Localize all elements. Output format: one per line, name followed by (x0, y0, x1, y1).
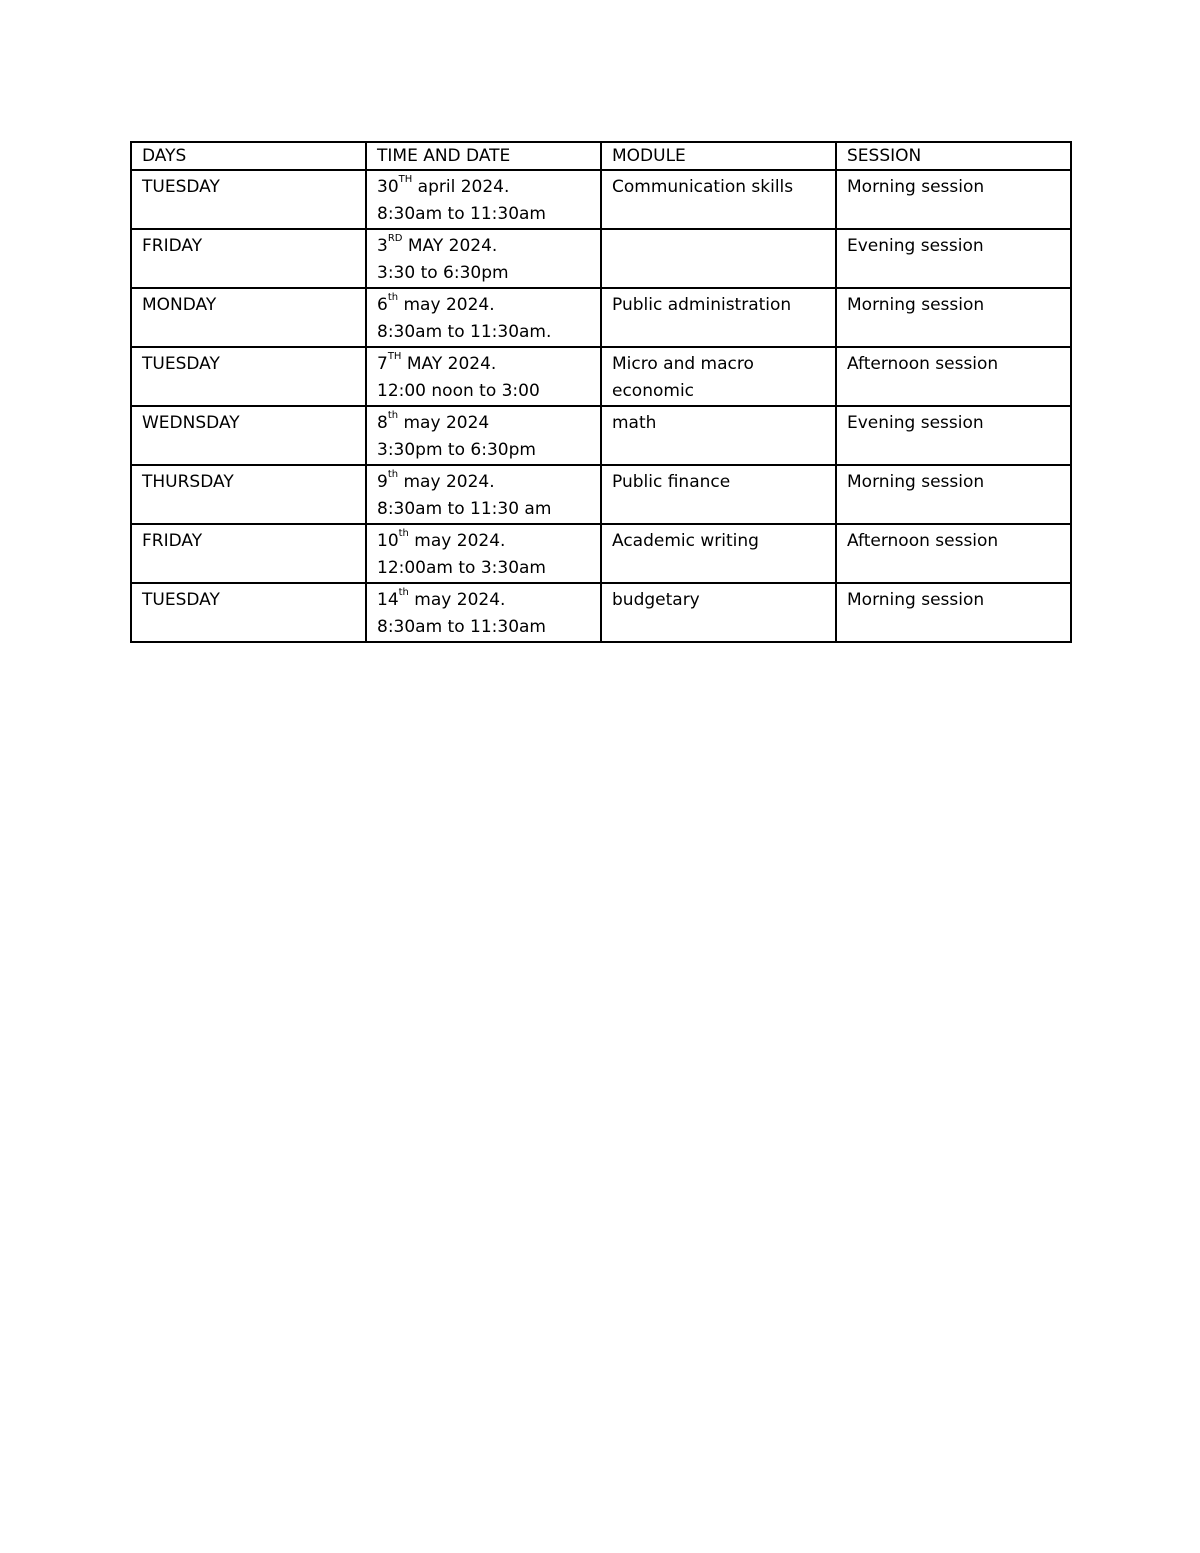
time-line: 3:30 to 6:30pm (377, 263, 509, 283)
time-date-cell (366, 465, 601, 524)
time-line: 12:00 noon to 3:00 (377, 381, 540, 401)
exam-schedule-table (130, 141, 1072, 643)
module-text: Public finance (612, 472, 731, 492)
day-cell: TUESDAY (131, 583, 366, 642)
session-cell: Morning session (836, 583, 1071, 642)
date-text: may 2024. (398, 472, 495, 492)
table-row (131, 229, 1071, 288)
table-row (131, 170, 1071, 229)
module-cell (601, 347, 836, 406)
date-ordinal: TH (398, 174, 413, 186)
table-row (131, 583, 1071, 642)
date-text: MAY 2024. (401, 354, 497, 374)
date-ordinal: th (398, 587, 409, 599)
time-line: 8:30am to 11:30am. (377, 322, 552, 342)
time-date-cell (366, 583, 601, 642)
module-cell (601, 406, 836, 465)
date-number: 3 (377, 236, 388, 256)
date-number: 10 (377, 531, 399, 551)
date-number: 9 (377, 472, 388, 492)
date-number: 14 (377, 590, 399, 610)
module-text: Communication skills (612, 177, 794, 197)
time-date-cell (366, 347, 601, 406)
time-date-cell (366, 229, 601, 288)
header-time-and-date: TIME AND DATE (366, 142, 601, 170)
table-row (131, 347, 1071, 406)
date-ordinal: RD (387, 233, 403, 245)
date-ordinal: TH (387, 351, 402, 363)
table-row (131, 288, 1071, 347)
module-text: math (612, 413, 657, 433)
table-header-row (131, 142, 1071, 170)
module-cell (601, 524, 836, 583)
header-days: DAYS (131, 142, 366, 170)
date-text: may 2024. (408, 531, 506, 551)
session-cell: Morning session (836, 465, 1071, 524)
date-line (377, 410, 590, 437)
session-cell: Evening session (836, 406, 1071, 465)
table-row (131, 406, 1071, 465)
day-cell: TUESDAY (131, 347, 366, 406)
date-text: MAY 2024. (402, 236, 498, 256)
session-cell: Morning session (836, 170, 1071, 229)
session-cell: Afternoon session (836, 347, 1071, 406)
day-cell: FRIDAY (131, 524, 366, 583)
date-number: 7 (377, 354, 388, 374)
day-cell: TUESDAY (131, 170, 366, 229)
date-line (377, 587, 590, 614)
date-line (377, 233, 590, 260)
date-ordinal: th (387, 410, 399, 422)
module-text: budgetary (612, 590, 700, 610)
header-module: MODULE (601, 142, 836, 170)
module-cell (601, 288, 836, 347)
day-cell: MONDAY (131, 288, 366, 347)
module-text: Academic writing (612, 531, 759, 551)
day-cell: FRIDAY (131, 229, 366, 288)
time-date-cell (366, 524, 601, 583)
session-cell: Evening session (836, 229, 1071, 288)
date-text: april 2024. (412, 177, 510, 197)
header-session: SESSION (836, 142, 1071, 170)
time-date-cell (366, 170, 601, 229)
module-cell (601, 170, 836, 229)
time-line: 3:30pm to 6:30pm (377, 440, 536, 460)
session-cell: Morning session (836, 288, 1071, 347)
date-line (377, 174, 590, 201)
date-line (377, 469, 590, 496)
time-date-cell (366, 406, 601, 465)
time-line: 8:30am to 11:30am (377, 617, 546, 637)
date-line (377, 528, 590, 555)
date-line (377, 292, 590, 319)
table-row (131, 524, 1071, 583)
table-row (131, 465, 1071, 524)
module-text: Public administration (612, 295, 792, 315)
date-number: 6 (377, 295, 388, 315)
day-cell: THURSDAY (131, 465, 366, 524)
date-number: 30 (377, 177, 399, 197)
date-text: may 2024 (398, 413, 490, 433)
date-ordinal: th (387, 292, 399, 304)
time-date-cell (366, 288, 601, 347)
time-line: 8:30am to 11:30am (377, 204, 546, 224)
module-cell (601, 583, 836, 642)
date-text: may 2024. (398, 295, 495, 315)
module-cell (601, 465, 836, 524)
module-cell (601, 229, 836, 288)
date-text: may 2024. (408, 590, 506, 610)
time-line: 12:00am to 3:30am (377, 558, 546, 578)
date-number: 8 (377, 413, 388, 433)
session-cell: Afternoon session (836, 524, 1071, 583)
module-text: Micro and macro economic (612, 354, 754, 401)
date-line (377, 351, 590, 378)
date-ordinal: th (387, 469, 399, 481)
day-cell: WEDNSDAY (131, 406, 366, 465)
date-ordinal: th (398, 528, 409, 540)
time-line: 8:30am to 11:30 am (377, 499, 552, 519)
